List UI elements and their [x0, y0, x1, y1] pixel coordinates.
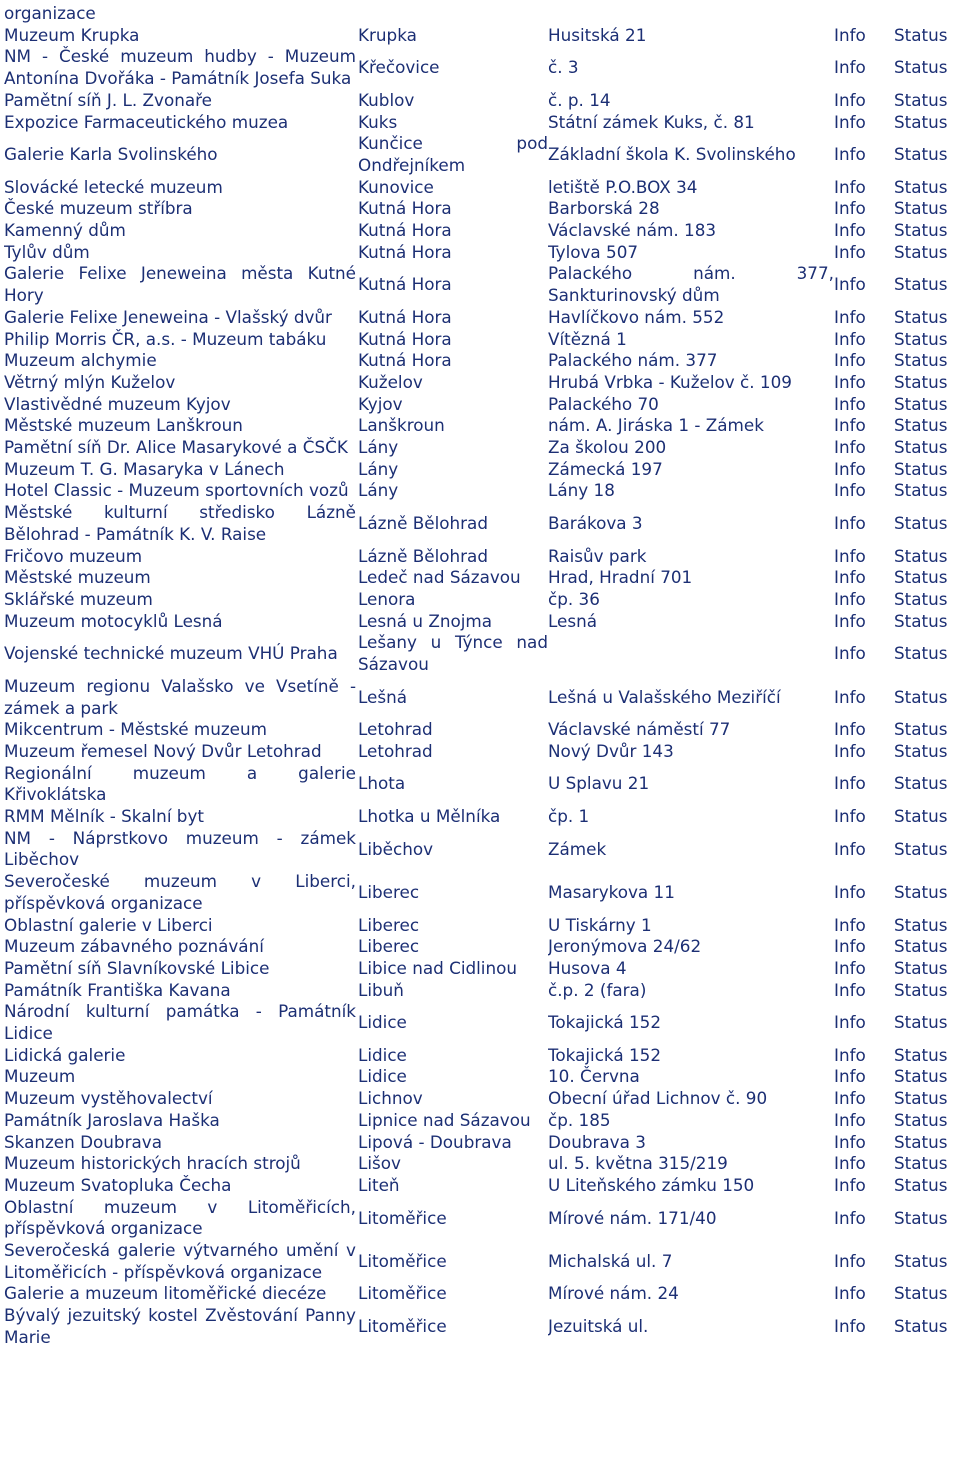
info-link[interactable]: Info — [834, 1109, 866, 1130]
info-link[interactable]: Info — [834, 415, 866, 436]
address-cell: č.p. 2 (fara) — [548, 979, 647, 1000]
museum-name-cell: Muzeum regionu Valašsko ve Vsetíně - zámek a park — [4, 675, 356, 718]
status-link[interactable]: Status — [894, 957, 948, 978]
table-row — [4, 263, 956, 306]
status-link[interactable]: Status — [894, 773, 948, 794]
table-row — [4, 1132, 956, 1154]
museum-table — [4, 3, 956, 1349]
address-cell: čp. 185 — [548, 1109, 611, 1130]
city-cell: Lišov — [358, 1153, 401, 1174]
museum-name-cell: Kamenný dům — [4, 220, 126, 241]
address-cell: Havlíčkovo nám. 552 — [548, 306, 725, 327]
city-cell: Lichnov — [358, 1088, 423, 1109]
city-cell: Lázně Bělohrad — [358, 513, 488, 534]
city-cell: Kutná Hora — [358, 241, 452, 262]
address-cell: Palackého 70 — [548, 393, 659, 414]
city-cell: Křečovice — [358, 57, 440, 78]
status-link[interactable]: Status — [894, 393, 948, 414]
info-link[interactable]: Info — [834, 24, 866, 45]
city-cell: Kutná Hora — [358, 306, 452, 327]
status-link[interactable]: Status — [894, 610, 948, 631]
address-cell: Doubrava 3 — [548, 1131, 646, 1152]
table-row — [4, 828, 956, 871]
address-cell: Palackého nám. 377 — [548, 350, 718, 371]
museum-name-cell: NM - Náprstkovo muzeum - zámek Liběchov — [4, 827, 356, 870]
address-cell: Základní škola K. Svolinského — [548, 144, 796, 165]
city-cell: Letohrad — [358, 719, 433, 740]
museum-table-body — [4, 3, 956, 1349]
info-link[interactable]: Info — [834, 773, 866, 794]
info-link[interactable]: Info — [834, 241, 866, 262]
table-row — [4, 546, 956, 568]
city-cell: Lány — [358, 437, 399, 458]
city-cell: Kutná Hora — [358, 274, 452, 295]
table-row — [4, 1153, 956, 1175]
info-link[interactable]: Info — [834, 740, 866, 761]
city-cell: Lenora — [358, 588, 416, 609]
table-row — [4, 437, 956, 459]
table-row — [4, 25, 956, 47]
status-link[interactable]: Status — [894, 1153, 948, 1174]
museum-name-cell: Tylův dům — [4, 241, 90, 262]
table-row — [4, 936, 956, 958]
info-link[interactable]: Info — [834, 513, 866, 534]
museum-name-cell: Muzeum motocyklů Lesná — [4, 610, 223, 631]
table-row — [4, 112, 956, 134]
city-cell: Letohrad — [358, 740, 433, 761]
museum-name-cell: Oblastní muzeum v Litoměřicích, příspěvková organizace — [4, 1196, 356, 1239]
table-row — [4, 611, 956, 633]
table-row — [4, 502, 956, 545]
status-link[interactable]: Status — [894, 513, 948, 534]
status-link[interactable]: Status — [894, 480, 948, 501]
status-link[interactable]: Status — [894, 458, 948, 479]
status-link[interactable]: Status — [894, 220, 948, 241]
museum-name-cell: Galerie Felixe Jeneweina - Vlašský dvůr — [4, 306, 332, 327]
city-cell: Libuň — [358, 979, 404, 1000]
status-link[interactable]: Status — [894, 1283, 948, 1304]
city-cell: Liberec — [358, 881, 420, 902]
info-link[interactable]: Info — [834, 806, 866, 827]
info-link[interactable]: Info — [834, 1088, 866, 1109]
address-cell: Tokajická 152 — [548, 1044, 661, 1065]
table-row — [4, 1305, 956, 1348]
museum-name-cell: Muzeum T. G. Masaryka v Lánech — [4, 458, 285, 479]
address-cell: Lešná u Valašského Meziříčí — [548, 686, 781, 707]
city-cell: Kuželov — [358, 371, 423, 392]
status-link[interactable]: Status — [894, 415, 948, 436]
museum-name-cell: Pamětní síň Dr. Alice Masarykové a ČSČK — [4, 437, 348, 458]
info-link[interactable]: Info — [834, 643, 866, 664]
address-cell: U Liteňského zámku 150 — [548, 1174, 755, 1195]
museum-name-cell: Galerie Karla Svolinského — [4, 144, 218, 165]
address-cell: Barborská 28 — [548, 198, 660, 219]
info-link[interactable]: Info — [834, 57, 866, 78]
address-cell: ul. 5. května 315/219 — [548, 1153, 728, 1174]
table-row — [4, 676, 956, 719]
status-link[interactable]: Status — [894, 1109, 948, 1130]
city-cell: Lhota — [358, 773, 406, 794]
table-row — [4, 394, 956, 416]
status-link[interactable]: Status — [894, 57, 948, 78]
museum-name-cell: RMM Mělník - Skalní byt — [4, 806, 204, 827]
museum-name-cell: Muzeum Svatopluka Čecha — [4, 1174, 232, 1195]
address-cell: U Tiskárny 1 — [548, 914, 652, 935]
address-cell: Státní zámek Kuks, č. 81 — [548, 111, 755, 132]
status-link[interactable]: Status — [894, 881, 948, 902]
address-cell: Raisův park — [548, 545, 647, 566]
museum-name-cell: Větrný mlýn Kuželov — [4, 371, 176, 392]
status-link[interactable]: Status — [894, 936, 948, 957]
info-link[interactable]: Info — [834, 1012, 866, 1033]
museum-name-cell: Expozice Farmaceutického muzea — [4, 111, 289, 132]
address-cell: Nový Dvůr 143 — [548, 740, 674, 761]
table-row — [4, 350, 956, 372]
city-cell: Lidice — [358, 1066, 407, 1087]
status-link[interactable]: Status — [894, 545, 948, 566]
address-cell: Jeronýmova 24/62 — [548, 936, 702, 957]
city-cell: Lány — [358, 458, 399, 479]
address-cell: Hrad, Hradní 701 — [548, 567, 693, 588]
status-link[interactable]: Status — [894, 1250, 948, 1271]
info-link[interactable]: Info — [834, 437, 866, 458]
museum-name-cell: Severočeská galerie výtvarného umění v Litoměřicích - příspěvková organizace — [4, 1240, 356, 1282]
table-row — [4, 1088, 956, 1110]
info-link[interactable]: Info — [834, 176, 866, 197]
address-cell — [548, 3, 834, 25]
city-cell: Kunčice pod Ondřejníkem — [358, 133, 548, 175]
address-cell: Václavské nám. 183 — [548, 220, 717, 241]
info-link[interactable]: Info — [834, 220, 866, 241]
table-row — [4, 980, 956, 1002]
city-cell: Libice nad Cidlinou — [358, 957, 518, 978]
status-link[interactable]: Status — [894, 719, 948, 740]
info-link[interactable]: Info — [834, 1131, 866, 1152]
address-cell: Obecní úřad Lichnov č. 90 — [548, 1088, 768, 1109]
museum-name-cell: Lidická galerie — [4, 1044, 126, 1065]
status-link[interactable]: Status — [894, 1066, 948, 1087]
info-link[interactable]: Info — [834, 198, 866, 219]
table-row — [4, 242, 956, 264]
info-link[interactable]: Info — [834, 1044, 866, 1065]
museum-name-cell: Městské muzeum — [4, 567, 151, 588]
table-row — [4, 1175, 956, 1197]
table-row — [4, 1110, 956, 1132]
info-link[interactable]: Info — [834, 1250, 866, 1271]
city-cell: Litoměřice — [358, 1316, 447, 1337]
table-row — [4, 1197, 956, 1240]
city-cell: Litoměřice — [358, 1283, 447, 1304]
city-cell: Kutná Hora — [358, 350, 452, 371]
address-cell: Za školou 200 — [548, 437, 667, 458]
table-row — [4, 415, 956, 437]
museum-name-cell: Muzeum Krupka — [4, 24, 140, 45]
museum-name-cell: Sklářské muzeum — [4, 588, 153, 609]
table-row — [4, 329, 956, 351]
address-cell: Lesná — [548, 610, 598, 631]
table-row — [4, 220, 956, 242]
address-cell: Vítězná 1 — [548, 328, 627, 349]
status-link[interactable]: Status — [894, 643, 948, 664]
address-cell: č. p. 14 — [548, 89, 611, 110]
address-cell: Masarykova 11 — [548, 881, 675, 902]
museum-name-cell: Mikcentrum - Městské muzeum — [4, 719, 267, 740]
city-cell: Kutná Hora — [358, 220, 452, 241]
status-link[interactable]: Status — [894, 686, 948, 707]
address-cell: Husova 4 — [548, 957, 627, 978]
info-link[interactable]: Info — [834, 979, 866, 1000]
address-cell: č. 3 — [548, 57, 579, 78]
museum-name-cell: Vojenské technické muzeum VHÚ Praha — [4, 643, 338, 664]
city-cell: Kuks — [358, 111, 398, 132]
status-link — [894, 3, 956, 25]
status-link[interactable]: Status — [894, 198, 948, 219]
status-link[interactable]: Status — [894, 176, 948, 197]
table-row — [4, 719, 956, 741]
status-link[interactable]: Status — [894, 1044, 948, 1065]
city-cell: Kutná Hora — [358, 328, 452, 349]
city-cell: Lidice — [358, 1044, 407, 1065]
info-link[interactable]: Info — [834, 545, 866, 566]
status-link[interactable]: Status — [894, 1012, 948, 1033]
status-link[interactable]: Status — [894, 144, 948, 165]
info-link[interactable]: Info — [834, 1153, 866, 1174]
address-cell: Mírové nám. 24 — [548, 1283, 679, 1304]
table-row — [4, 1240, 956, 1283]
museum-name-cell: Městské muzeum Lanškroun — [4, 415, 243, 436]
info-link[interactable]: Info — [834, 719, 866, 740]
city-cell: Kutná Hora — [358, 198, 452, 219]
city-cell: Liběchov — [358, 838, 434, 859]
address-cell: U Splavu 21 — [548, 773, 650, 794]
city-cell: Lipnice nad Sázavou — [358, 1109, 531, 1130]
museum-name-cell: Oblastní galerie v Liberci — [4, 914, 213, 935]
status-link[interactable]: Status — [894, 567, 948, 588]
museum-name-cell: Pamětní síň J. L. Zvonaře — [4, 89, 213, 110]
info-link[interactable]: Info — [834, 1066, 866, 1087]
city-cell: Litoměřice — [358, 1207, 447, 1228]
info-link[interactable]: Info — [834, 89, 866, 110]
status-link[interactable]: Status — [894, 371, 948, 392]
address-cell: čp. 1 — [548, 806, 590, 827]
status-link[interactable]: Status — [894, 979, 948, 1000]
address-cell — [548, 632, 834, 675]
table-row — [4, 1045, 956, 1067]
info-link[interactable]: Info — [834, 111, 866, 132]
museum-name-cell: NM - České muzeum hudby - Muzeum Antonína Dvořáka - Památník Josefa Suka — [4, 46, 356, 89]
city-cell: Kunovice — [358, 176, 434, 197]
table-row — [4, 915, 956, 937]
table-row — [4, 632, 956, 675]
info-link[interactable]: Info — [834, 1207, 866, 1228]
status-link[interactable]: Status — [894, 437, 948, 458]
info-link[interactable]: Info — [834, 914, 866, 935]
table-row — [4, 1066, 956, 1088]
city-cell: Lány — [358, 480, 399, 501]
table-row — [4, 198, 956, 220]
status-link[interactable]: Status — [894, 274, 948, 295]
info-link[interactable]: Info — [834, 393, 866, 414]
info-link[interactable]: Info — [834, 144, 866, 165]
address-cell: čp. 36 — [548, 588, 600, 609]
address-cell: Mírové nám. 171/40 — [548, 1207, 717, 1228]
city-cell: Lhotka u Mělníka — [358, 806, 501, 827]
info-link[interactable]: Info — [834, 936, 866, 957]
status-link[interactable]: Status — [894, 838, 948, 859]
info-link[interactable]: Info — [834, 610, 866, 631]
status-link[interactable]: Status — [894, 914, 948, 935]
info-link[interactable]: Info — [834, 1174, 866, 1195]
museum-name-cell: organizace — [4, 3, 96, 23]
address-cell: Lány 18 — [548, 480, 615, 501]
info-link[interactable]: Info — [834, 274, 866, 295]
table-row — [4, 763, 956, 806]
city-cell: Lanškroun — [358, 415, 445, 436]
info-link — [834, 3, 894, 25]
info-link[interactable]: Info — [834, 881, 866, 902]
museum-name-cell: Muzeum alchymie — [4, 350, 157, 371]
address-cell: Zámecká 197 — [548, 458, 663, 479]
table-row — [4, 3, 956, 25]
address-cell: Michalská ul. 7 — [548, 1250, 673, 1271]
info-link[interactable]: Info — [834, 567, 866, 588]
info-link[interactable]: Info — [834, 588, 866, 609]
city-cell: Kyjov — [358, 393, 403, 414]
address-cell: letiště P.O.BOX 34 — [548, 176, 698, 197]
status-link[interactable]: Status — [894, 1131, 948, 1152]
status-link[interactable]: Status — [894, 1088, 948, 1109]
status-link[interactable]: Status — [894, 806, 948, 827]
table-row — [4, 459, 956, 481]
address-cell: Zámek — [548, 838, 607, 859]
info-link[interactable]: Info — [834, 371, 866, 392]
info-link[interactable]: Info — [834, 350, 866, 371]
city-cell: Liberec — [358, 914, 420, 935]
info-link[interactable]: Info — [834, 686, 866, 707]
address-cell: Husitská 21 — [548, 24, 647, 45]
museum-name-cell: Muzeum řemesel Nový Dvůr Letohrad — [4, 740, 322, 761]
city-cell: Lešany u Týnce nad Sázavou — [358, 632, 548, 675]
city-cell: Lidice — [358, 1012, 407, 1033]
museum-name-cell: Národní kulturní památka - Památník Lidice — [4, 1001, 356, 1044]
status-link[interactable]: Status — [894, 740, 948, 761]
status-link[interactable]: Status — [894, 588, 948, 609]
info-link[interactable]: Info — [834, 1316, 866, 1337]
status-link[interactable]: Status — [894, 241, 948, 262]
table-row — [4, 741, 956, 763]
city-cell: Ledeč nad Sázavou — [358, 567, 521, 588]
table-row — [4, 567, 956, 589]
museum-name-cell: Slovácké letecké muzeum — [4, 176, 223, 197]
city-cell: Kublov — [358, 89, 415, 110]
table-row — [4, 589, 956, 611]
city-cell — [358, 3, 548, 25]
table-row — [4, 480, 956, 502]
museum-name-cell: Galerie a muzeum litoměřické diecéze — [4, 1283, 327, 1304]
address-cell: nám. A. Jiráska 1 - Zámek — [548, 415, 764, 436]
museum-name-cell: Hotel Classic - Muzeum sportovních vozů — [4, 480, 349, 501]
museum-name-cell: Městské kulturní středisko Lázně Bělohrad - Památník K. V. Raise — [4, 502, 356, 544]
museum-name-cell: Fričovo muzeum — [4, 545, 143, 566]
table-row — [4, 133, 956, 176]
museum-name-cell: Bývalý jezuitský kostel Zvěstování Panny Marie — [4, 1305, 356, 1347]
city-cell: Liteň — [358, 1174, 400, 1195]
museum-name-cell: Vlastivědné muzeum Kyjov — [4, 393, 231, 414]
info-link[interactable]: Info — [834, 306, 866, 327]
table-row — [4, 46, 956, 89]
museum-name-cell: Skanzen Doubrava — [4, 1131, 162, 1152]
address-cell: Palackého nám. 377, Sankturinovský dům — [548, 263, 834, 306]
status-link[interactable]: Status — [894, 111, 948, 132]
info-link[interactable]: Info — [834, 328, 866, 349]
status-link[interactable]: Status — [894, 1174, 948, 1195]
info-link[interactable]: Info — [834, 957, 866, 978]
info-link[interactable]: Info — [834, 458, 866, 479]
table-row — [4, 1283, 956, 1305]
address-cell: Hrubá Vrbka - Kuželov č. 109 — [548, 371, 792, 392]
museum-name-cell: Regionální muzeum a galerie Křivoklátska — [4, 762, 356, 805]
table-row — [4, 1001, 956, 1044]
table-row — [4, 177, 956, 199]
city-cell: Lesná u Znojma — [358, 610, 493, 631]
info-link[interactable]: Info — [834, 838, 866, 859]
museum-name-cell: Muzeum zábavného poznávání — [4, 936, 264, 957]
table-row — [4, 871, 956, 914]
city-cell: Litoměřice — [358, 1250, 447, 1271]
table-row — [4, 958, 956, 980]
status-link[interactable]: Status — [894, 1207, 948, 1228]
museum-name-cell: Pamětní síň Slavníkovské Libice — [4, 957, 270, 978]
status-link[interactable]: Status — [894, 89, 948, 110]
status-link[interactable]: Status — [894, 306, 948, 327]
museum-name-cell: České muzeum stříbra — [4, 198, 193, 219]
status-link[interactable]: Status — [894, 328, 948, 349]
table-row — [4, 307, 956, 329]
address-cell: Jezuitská ul. — [548, 1316, 649, 1337]
address-cell: 10. Června — [548, 1066, 640, 1087]
address-cell: Tokajická 152 — [548, 1012, 661, 1033]
city-cell: Liberec — [358, 936, 420, 957]
city-cell: Lešná — [358, 686, 408, 707]
table-row — [4, 90, 956, 112]
city-cell: Lipová - Doubrava — [358, 1131, 512, 1152]
museum-name-cell: Památník Jaroslava Haška — [4, 1109, 220, 1130]
address-cell: Barákova 3 — [548, 513, 643, 534]
museum-name-cell: Philip Morris ČR, a.s. - Muzeum tabáku — [4, 328, 327, 349]
info-link[interactable]: Info — [834, 480, 866, 501]
address-cell: Tylova 507 — [548, 241, 639, 262]
table-row — [4, 372, 956, 394]
status-link[interactable]: Status — [894, 1316, 948, 1337]
museum-name-cell: Muzeum — [4, 1066, 76, 1087]
status-link[interactable]: Status — [894, 350, 948, 371]
address-cell: Václavské náměstí 77 — [548, 719, 731, 740]
info-link[interactable]: Info — [834, 1283, 866, 1304]
museum-name-cell: Muzeum vystěhovalectví — [4, 1088, 213, 1109]
city-cell: Lázně Bělohrad — [358, 545, 488, 566]
status-link[interactable]: Status — [894, 24, 948, 45]
museum-name-cell: Muzeum historických hracích strojů — [4, 1153, 301, 1174]
museum-name-cell: Galerie Felixe Jeneweina města Kutné Hory — [4, 263, 356, 306]
museum-name-cell: Severočeské muzeum v Liberci, příspěvková organizace — [4, 871, 356, 913]
table-row — [4, 806, 956, 828]
museum-name-cell: Památník Františka Kavana — [4, 979, 231, 1000]
city-cell: Krupka — [358, 24, 417, 45]
